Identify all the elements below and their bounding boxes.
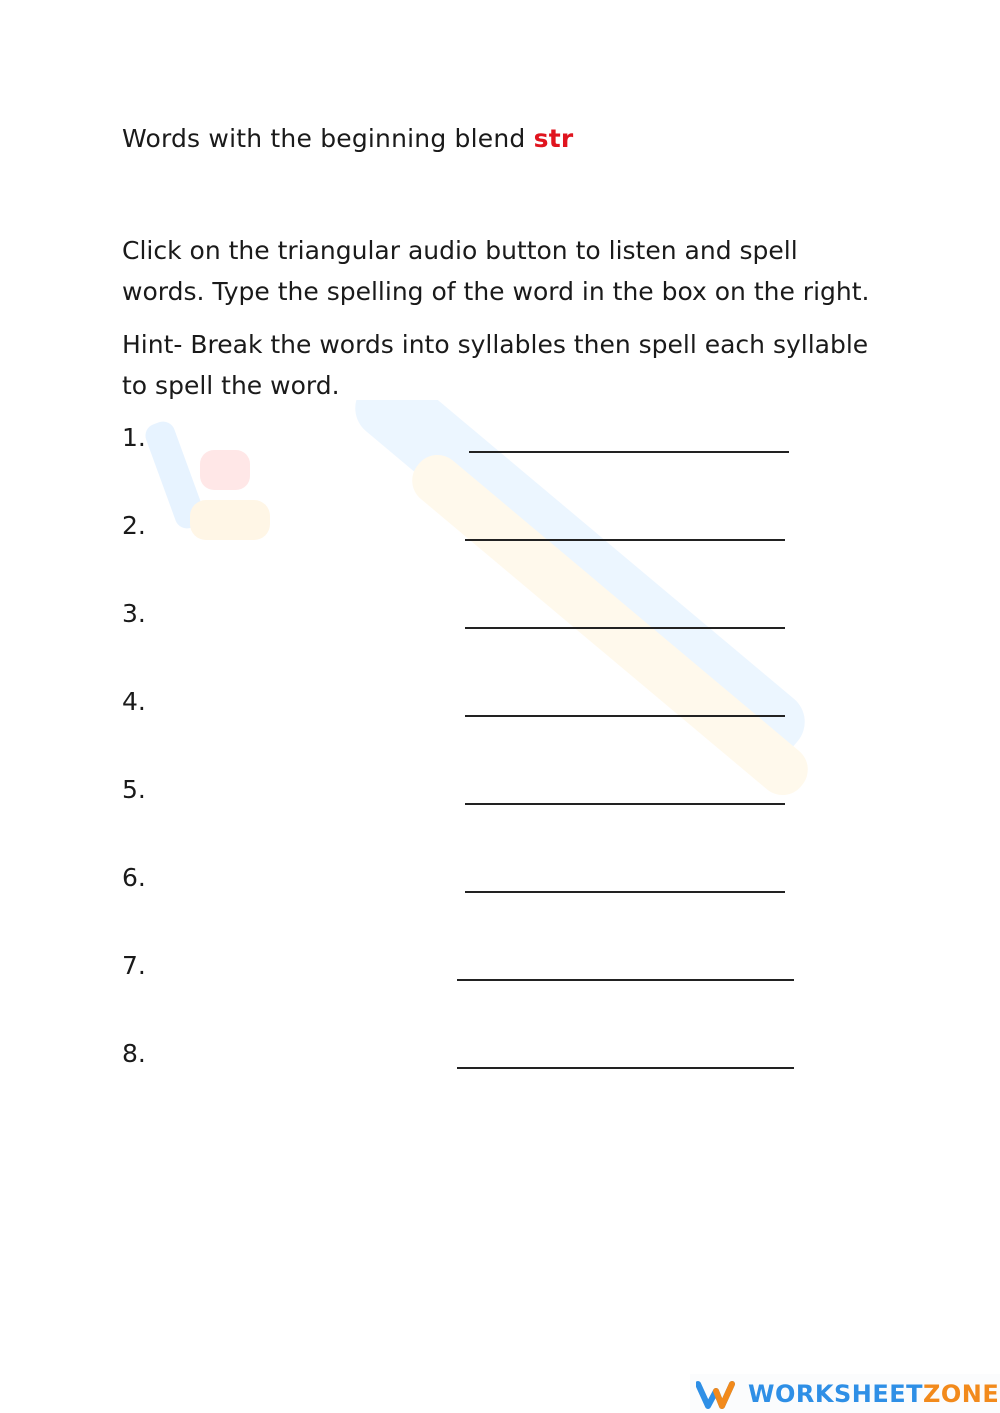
hint (122, 324, 902, 406)
question-number: 4. (122, 687, 146, 716)
answer-line[interactable] (465, 627, 785, 629)
question-item (122, 599, 822, 639)
question-item (122, 687, 822, 727)
hint-line: to spell the word. (122, 371, 340, 400)
question-item (122, 423, 822, 463)
answer-line[interactable] (465, 539, 785, 541)
question-item (122, 951, 822, 991)
brand-name-part2: ZONE (922, 1379, 1000, 1408)
question-item (122, 511, 822, 551)
question-number: 1. (122, 423, 146, 452)
answer-line[interactable] (465, 891, 785, 893)
question-item (122, 1039, 822, 1079)
question-number: 2. (122, 511, 146, 540)
worksheetzone-w-logo-icon (696, 1379, 740, 1409)
answer-line[interactable] (457, 979, 794, 981)
brand-name-part1: WORKSHEET (748, 1379, 923, 1408)
brand-wordmark (748, 1380, 999, 1408)
question-number: 6. (122, 863, 146, 892)
question-item (122, 775, 822, 815)
title-blend: str (533, 124, 574, 153)
answer-line[interactable] (457, 1067, 794, 1069)
instruction-line: Click on the triangular audio button to listen and spell (122, 236, 798, 265)
instructions (122, 230, 902, 312)
hint-line: Hint- Break the words into syllables then spell each syllable (122, 330, 869, 359)
answer-line[interactable] (469, 451, 789, 453)
brand-footer[interactable] (690, 1374, 1000, 1413)
instruction-line: words. Type the spelling of the word in the box on the right. (122, 277, 870, 306)
worksheet-title (122, 124, 573, 153)
question-number: 3. (122, 599, 146, 628)
question-number: 7. (122, 951, 146, 980)
answer-line[interactable] (465, 715, 785, 717)
question-item (122, 863, 822, 903)
question-number: 8. (122, 1039, 146, 1068)
question-number: 5. (122, 775, 146, 804)
answer-line[interactable] (465, 803, 785, 805)
title-text: Words with the beginning blend (122, 124, 534, 153)
